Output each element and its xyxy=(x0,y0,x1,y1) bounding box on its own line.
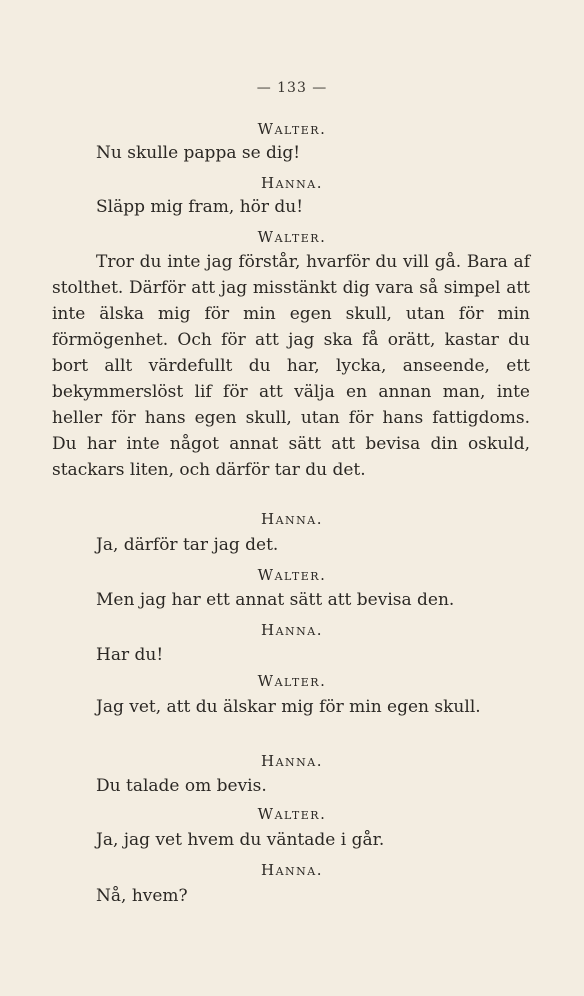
dialogue-line: Du talade om bevis. xyxy=(96,776,267,796)
dialogue-line: Nu skulle pappa se dig! xyxy=(96,143,301,163)
speaker-name: Hanna. xyxy=(261,174,323,192)
speaker-name: Walter. xyxy=(257,566,327,584)
speaker-name: Hanna. xyxy=(261,510,323,528)
dialogue-line: Men jag har ett annat sätt att bevisa den. xyxy=(96,590,455,610)
dialogue-line: Nå, hvem? xyxy=(96,886,188,906)
speaker-name: Walter. xyxy=(257,120,327,138)
page-number: — 133 — xyxy=(256,80,328,96)
speaker-name: Hanna. xyxy=(261,752,323,770)
dialogue-paragraph: Jag vet, att du älskar mig för min egen skull. xyxy=(96,697,481,717)
speaker-name: Hanna. xyxy=(261,861,323,879)
dialogue-line: Har du! xyxy=(96,645,164,665)
dialogue-line: Släpp mig fram, hör du! xyxy=(96,197,304,217)
dialogue-line: Ja, därför tar jag det. xyxy=(96,535,279,555)
speaker-name: Walter. xyxy=(257,805,327,823)
speaker-name: Walter. xyxy=(257,672,327,690)
dialogue-line: Ja, jag vet hvem du väntade i går. xyxy=(96,830,385,850)
speaker-name: Hanna. xyxy=(261,621,323,639)
dialogue-paragraph: Tror du inte jag förstår, hvarför du vill gå. Bara af stolthet. Därför att jag misstänkt dig vara så simpel att inte älska mig för min egen skull, utan för min förmögenhet. Och för att jag ska få orätt, kastar du bort allt värdefullt du har, lycka, anseende, ett bekymmerslöst lif för att välja en annan man, inte heller för hans egen skull, utan för hans fattigdoms. Du har inte något annat sätt att bevisa din oskuld, stackars liten, och därför tar du det. xyxy=(52,252,530,480)
speaker-name: Walter. xyxy=(257,228,327,246)
